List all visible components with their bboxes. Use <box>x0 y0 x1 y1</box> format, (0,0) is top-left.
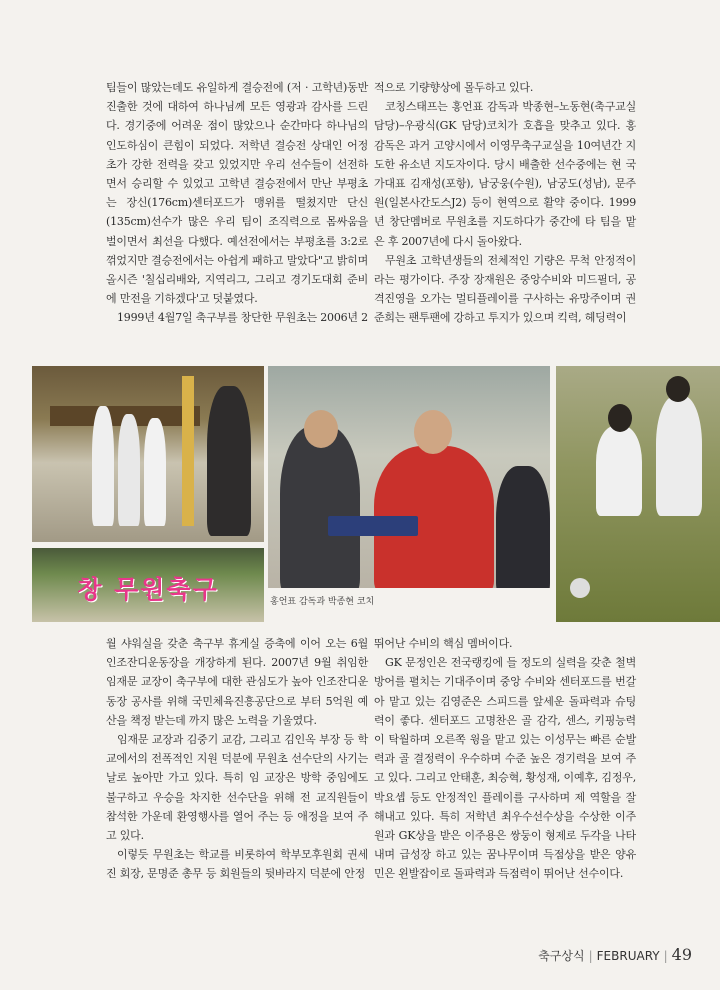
magazine-name: 축구상식 <box>538 949 585 963</box>
coaches-photo <box>268 366 550 588</box>
team-banner-photo <box>32 548 264 622</box>
paragraph: 코칭스태프는 홍언표 감독과 박종현–노동현(축구교실 담당)–우광식(GK 담당)코치가 호흡을 맞추고 있다. 홍 감독은 과거 고양시에서 이영무축구교실을 10여년간 지도한 유소년 지도자이다. 당시 배출한 선수중에는 현 국가대표 김재성(포항), 남궁웅(수원), 남궁도(성남), 문주원(일본사간도스J2) 등이 현역으로 활약 중이다. 1999년 창단멤버로 무원초를 지도하다가 중간에 타 팀을 맡은 후 2007년에 다시 돌아왔다. <box>374 100 636 248</box>
paragraph: 무원초 고학년생들의 전체적인 기량은 무척 안정적이라는 평가이다. 주장 장재원은 중앙수비와 미드필더, 공격진영을 오가는 멀티플레이를 구사하는 유망주이며 권준희는 팬투팬에 강하고 투지가 있으며 킥력, 헤딩력이 <box>374 253 636 325</box>
issue-month: FEBRUARY <box>596 949 660 963</box>
paragraph: 이렇듯 무원초는 학교를 비롯하여 학부모후원회 권세진 회장, 문명준 총무 등 회원들의 뒷바라지 덕분에 안정 <box>106 848 368 881</box>
article-column-top-right <box>374 78 636 328</box>
article-column-bottom-right <box>374 634 636 884</box>
article-column-bottom-left <box>106 634 368 884</box>
photo-caption: 홍언표 감독과 박종현 코치 <box>270 597 375 607</box>
award-ceremony-photo <box>32 366 264 542</box>
paragraph: 1999년 4월7일 축구부를 창단한 무원초는 2006년 2 <box>117 311 368 325</box>
paragraph: 임재문 교장과 김중기 교감, 그리고 김인옥 부장 등 학교에서의 전폭적인 지원 덕분에 무원초 선수단의 사기는 날로 높아만 가고 있다. 특히 임 교장은 방학 중임에도 불구하고 우승을 차지한 선수단을 위해 전 교직원들이 참석한 가운데 환영행사를 열어 주는 등 애정을 보여 주고 있다. <box>106 733 368 843</box>
page-number: 49 <box>671 945 692 964</box>
paragraph: 팀들이 많았는데도 유일하게 결승전에 (저 · 고학년)동반 진출한 것에 대하여 하나님께 모든 영광과 감사를 드린다. 경기중에 어려운 점이 많았으나 순간마다 하나님의 인도하심이 큰힘이 되었다. 저학년 결승전 상대인 어정초가 강한 전력을 갖고 있었지만 우리 선수들이 선전하면서 승리할 수 있었고 고학년 결승전에서 만난 부평초는 장신(176cm)센터포드가 맹위를 떨쳤지만 단신(135cm)선수가 많은 우리 팀이 조직력으로 몸싸움을 벌이면서 최선을 다했다. 예선전에서는 부평초를 3:2로 꺾었지만 결승전에서는 아쉽게 패하고 말았다"고 밝히며 올시즌 '칠십리배와, 지역리그, 그리고 경기도대회 준비에 만전을 기하겠다'고 덧붙였다. <box>106 81 368 306</box>
article-column-top-left <box>106 78 368 328</box>
match-action-photo <box>556 366 720 622</box>
paragraph: 월 샤워실을 갖춘 축구부 휴게실 증축에 이어 오는 6월 인조잔디운동장을 개장하게 된다. 2007년 9월 취임한 임재문 교장이 축구부에 대한 관심도가 높아 인조잔디운동장 공사를 위해 국민체육진흥공단으로 부터 5억원 예산을 책정 받는데 까지 많은 노력을 기울였다. <box>106 637 368 727</box>
paragraph: 적으로 기량향상에 몰두하고 있다. <box>374 81 534 94</box>
paragraph: GK 문정인은 전국랭킹에 들 정도의 실력을 갖춘 철벽 방어를 펼치는 기대주이며 중앙 수비와 센터포드를 번갈아 맡고 있는 김영준은 스피드를 앞세운 돌파력과 슈팅력이 좋다. 센터포드 고명찬은 골 감각, 센스, 키핑능력이 탁월하며 오른쪽 윙을 맡고 있는 이성무는 빠른 순발력과 골 결정력이 우수하며 수준 높은 경기력을 보여 주고 있다. 그리고 안태훈, 최승혁, 황성재, 이예후, 김정우, 박요셉 등도 안정적인 플레이를 구사하며 제 역할을 잘해내고 있다. 특히 저학년 최우수선수상을 수상한 이주원과 GK상을 받은 이주용은 쌍둥이 형제로 두각을 나타내며 급성장 하고 있는 꿈나무이며 득점상을 받은 양유민은 왼발잡이로 돌파력과 득점력이 뛰어난 선수이다. <box>374 656 636 881</box>
banner-text: 창 무원축구 <box>77 575 219 604</box>
page-footer: 축구상식 | FEBRUARY | 49 <box>538 945 692 964</box>
paragraph: 뛰어난 수비의 핵심 멤버이다. <box>374 637 513 650</box>
